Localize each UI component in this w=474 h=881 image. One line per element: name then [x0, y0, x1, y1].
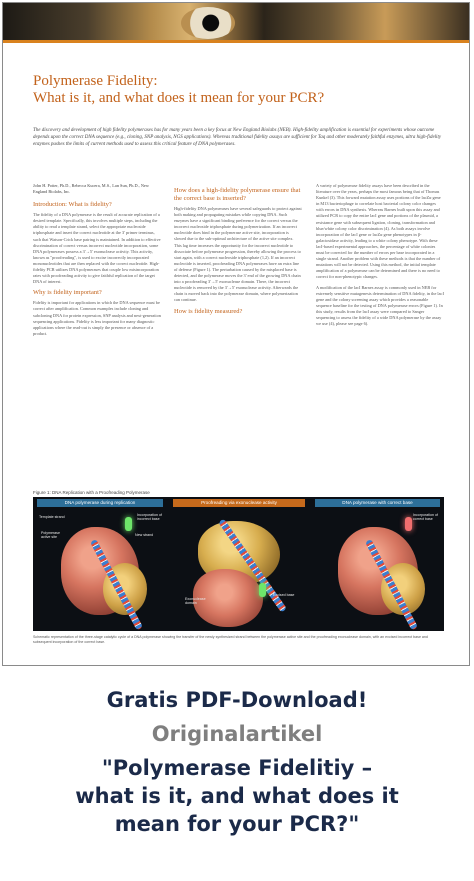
- heading-how-ensure: How does a high-fidelity polymerase ensure that the correct base is inserted?: [174, 187, 301, 202]
- authors: John H. Potter, Ph.D., Rebecca Kucera, M.S., Lan Sun, Ph.D., New England Biolabs, Inc.: [33, 183, 149, 195]
- paragraph-how-measured-2: A modification of the lacI Barnes assay is commonly used in NEB for extremely sensitive mutagenesis determination of DNA fidelity, in the lacI gene and the colony screening assay which provides a reasonable sequence baseline for the testing of DNA polymerase errors (Figure 1). In this study, results from the lacI assay were compared to Sanger sequencing to assess the fidelity of a wide DNA polymerase by the assay we use (4), please see page 6).: [316, 284, 444, 327]
- dna-replication-figure: [33, 497, 444, 631]
- paragraph-introduction: The fidelity of a DNA polymerase is the result of accurate replication of a desired template. Specifically, this involves multiple steps, including the ability to read a template strand, select the appropriate nucleoside triphosphate and insert the correct nucleotide at the 3' primer terminus, such that Watson-Crick base pairing is maintained. In addition to effective discrimination of correct versus incorrect nucleotide incorporation, some DNA polymerases possess a 3'→5' exonuclease activity. This activity, known as "proofreading", is used to excise incorrectly incorporated mononucleotides that are then replaced with the correct nucleotide. High-fidelity PCR utilizes DNA polymerases that couple low misincorporation rates with proofreading activity to give faithful replication of the target DNA of interest.: [33, 212, 161, 285]
- incorrect-base-marker: [125, 517, 132, 531]
- excised-base-marker: [259, 583, 266, 597]
- promo-original-article-label: Originalartikel: [151, 722, 323, 746]
- document-title-line-1: Polymerase Fidelity:: [33, 73, 158, 89]
- promo-article-title[interactable]: "Polymerase Fidelitiy – what is it, and what does it mean for your PCR?": [75, 756, 399, 836]
- banner-accent-band: [3, 40, 469, 43]
- document-title: [33, 73, 453, 107]
- header-banner-image: [3, 3, 469, 43]
- paragraph-how-ensure: High-fidelity DNA polymerases have several safeguards to protect against both making and propagating mistakes while copying DNA. Such enzymes have a significant binding preference for the correct versus the incorrect nucleoside triphosphate during polymerization. If an incorrect nucleotide does bind in the polymerase active site, incorporation is slowed due to the sub-optimal architecture of the active site complex. This lag time increases the opportunity for the incorrect nucleotide to dissociate before polymerase progression, thereby allowing the process to start again, with a correct nucleoside triphosphate (1,2). If an incorrect nucleotide is inserted, proofreading DNA polymerases have an extra line of defense (Figure 1). The perturbation caused by the misplaced base is detected, and the polymerase moves the 3' end of the growing DNA chain into a proofreading 3'→5' exonuclease domain. There, the incorrect nucleotide is removed by the 3'→5' exonuclease activity. Afterwards the chain is moved back into the polymerase domain, where polymerization can continue.: [174, 206, 302, 303]
- label-incorrect-base: Incorporation of incorrect base: [137, 513, 162, 522]
- panel-title-replication: DNA polymerase during replication: [37, 499, 163, 507]
- figure-caption: Figure 1: DNA Replication with a Proofreading Polymerase: [33, 490, 150, 495]
- figure-footnote: Schematic representation of the three-stage catalytic cycle of a DNA polymerase showing the transfer of the newly synthesized strand between the polymerase active site and the proofreading exonuclease domain, with an excised incorrect base and subsequent incorporation of the correct base.: [33, 635, 428, 644]
- label-exonuclease-domain: Exonuclease domain: [185, 597, 206, 606]
- label-active-site: Polymerase active site: [41, 531, 60, 540]
- text-column-3: [316, 183, 444, 331]
- panel-title-proofreading: Proofreading via exonuclease activity: [173, 499, 305, 507]
- label-correct-base: Incorporation of correct base: [413, 513, 438, 522]
- document-abstract: The discovery and development of high fidelity polymerases has for many years been a key focus at New England Biolabs (NEB). High-fidelity amplification is essential for experiments whose outcome depends upon the correct DNA sequence (e.g., cloning, SNP analysis, NGS applications). Whereas traditional fidelity assays are sufficient for Taq and other moderately faithful enzymes, ultra high-fidelity enzymes pushes the limits of current methods used to assess this critical feature of DNA polymerases.: [33, 128, 442, 147]
- label-excised-base: Excised base: [273, 593, 295, 597]
- heading-introduction: Introduction: What is fidelity?: [33, 201, 112, 209]
- download-promo[interactable]: [0, 686, 474, 838]
- text-column-2: [174, 183, 302, 319]
- paragraph-why-important: Fidelity is important for applications in which the DNA sequence must be correct after amplification. Common examples include cloning and subcloning DNA for protein expression, SNP analysis and next-generation sequencing applications. Fidelity is less important for many diagnostic applications where the read-out is simply the presence or absence of a product.: [33, 300, 161, 336]
- eye-image: [181, 7, 235, 39]
- paragraph-how-measured: A variety of polymerase fidelity assays have been described in the literature over the years, perhaps the most famous being that of Thomas Kunkel (3). This forward mutation assay uses portions of the lacZα gene in M13 bacteriophage to correlate host bacterial colony color changes with errors in DNA synthesis. Whereas Barnes built upon this assay and utilized PCR to copy the entire lacI gene and portions of the plasmid, a resistance gene with subsequent ligation, cloning, transformation and blue/white colony color discrimination (4). As both assays involve incorporation of the lacI gene or lacZα gene phenotypes in β-galactosidase activity, leading to a white colony phenotype. With these lacI-based experimental approaches, the percentage of white colonies must be corrected for the number of errors per base incorporated in a single strand. Another problem with these methods is that the number of mutations will not be detected. Using this method, the initial template amplification of a polymerase can be determined and there is no need to correct for non-phenotypic changes.: [316, 183, 441, 280]
- label-new-strand: New strand: [135, 533, 154, 537]
- heading-why-important: Why is fidelity important?: [33, 289, 102, 297]
- text-column-1: [33, 183, 161, 341]
- pdf-preview[interactable]: [2, 2, 470, 666]
- promo-download-headline[interactable]: Gratis PDF-Download!: [106, 688, 368, 712]
- correct-base-marker: [405, 517, 412, 531]
- document-title-line-2: What is it, and what does it mean for your PCR?: [33, 90, 325, 106]
- label-template-strand: Template strand: [39, 515, 65, 519]
- heading-how-measured: How is fidelity measured?: [174, 307, 243, 315]
- panel-title-correct-base: DNA polymerase with correct base: [315, 499, 440, 507]
